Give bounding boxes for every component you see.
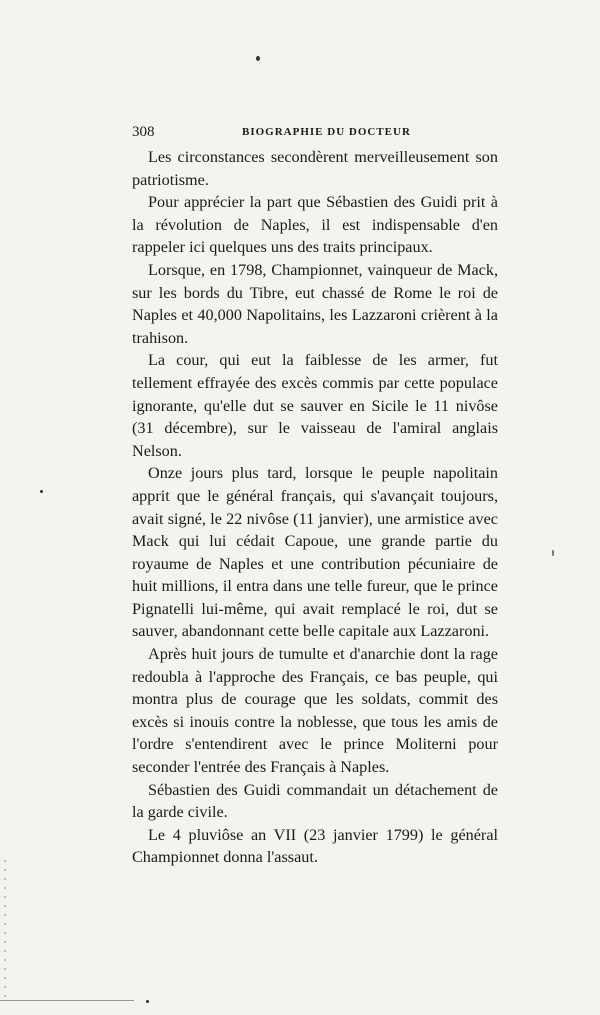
- paragraph: Le 4 pluviôse an VII (23 janvier 1799) le général Championnet donna l'assaut.: [132, 825, 498, 867]
- paragraph: La cour, qui eut la faiblesse de les armer, fut tellement effrayée des excès commis par cette populace ignorante, qu'elle dut se sauver en Sicile le 11 nivôse (31 décembre), sur le vaisseau de l'amiral anglais Nelson.: [132, 351, 498, 460]
- left-edge-dots: [4, 860, 6, 1000]
- bottom-edge-line: [0, 1000, 134, 1001]
- paragraph: Lorsque, en 1798, Championnet, vainqueur de Mack, sur les bords du Tibre, eut chassé de Rome le roi de Naples et 40,000 Napolitains, les Lazzaroni crièrent à la trahison.: [132, 260, 498, 347]
- ink-speck-top: [256, 56, 260, 61]
- paragraph: Onze jours plus tard, lorsque le peuple napolitain apprit que le général français, qui s'avançait toujours, avait signé, le 22 nivôse (11 janvier), une armistice avec Mack qui lui cédait Capoue, une grande partie du royaume de Naples et une contribution pécuniaire de huit millions, il entra dans une telle fureur, que le prince Pignatelli lui-même, qui avait remplacé le roi, dut se sauver, abandonnant cette belle capitale aux Lazzaroni.: [132, 464, 498, 641]
- paragraph: Après huit jours de tumulte et d'anarchie dont la rage redoubla à l'approche des Français, ce bas peuple, qui montra plus de courage que les soldats, commit des excès si inouis contre la noblesse, que tous les amis de l'ordre s'entendirent avec le prince Moliterni pour seconder l'entrée des Français à Naples.: [132, 645, 498, 777]
- ink-speck-left-margin: [40, 490, 43, 493]
- running-header: [132, 124, 498, 142]
- body-text: [132, 146, 498, 869]
- paragraph: Les circonstances secondèrent merveilleusement son patriotisme.: [132, 148, 498, 189]
- ink-speck-bottom: [146, 1000, 149, 1003]
- ink-speck-right-margin: [552, 550, 554, 556]
- page-number: 308: [132, 124, 155, 140]
- running-title: BIOGRAPHIE DU DOCTEUR: [242, 126, 411, 138]
- paragraph: Pour apprécier la part que Sébastien des Guidi prit à la révolution de Naples, il est indispensable d'en rappeler ici quelques uns des traits principaux.: [132, 193, 498, 257]
- paragraph: Sébastien des Guidi commandait un détachement de la garde civile.: [132, 780, 498, 822]
